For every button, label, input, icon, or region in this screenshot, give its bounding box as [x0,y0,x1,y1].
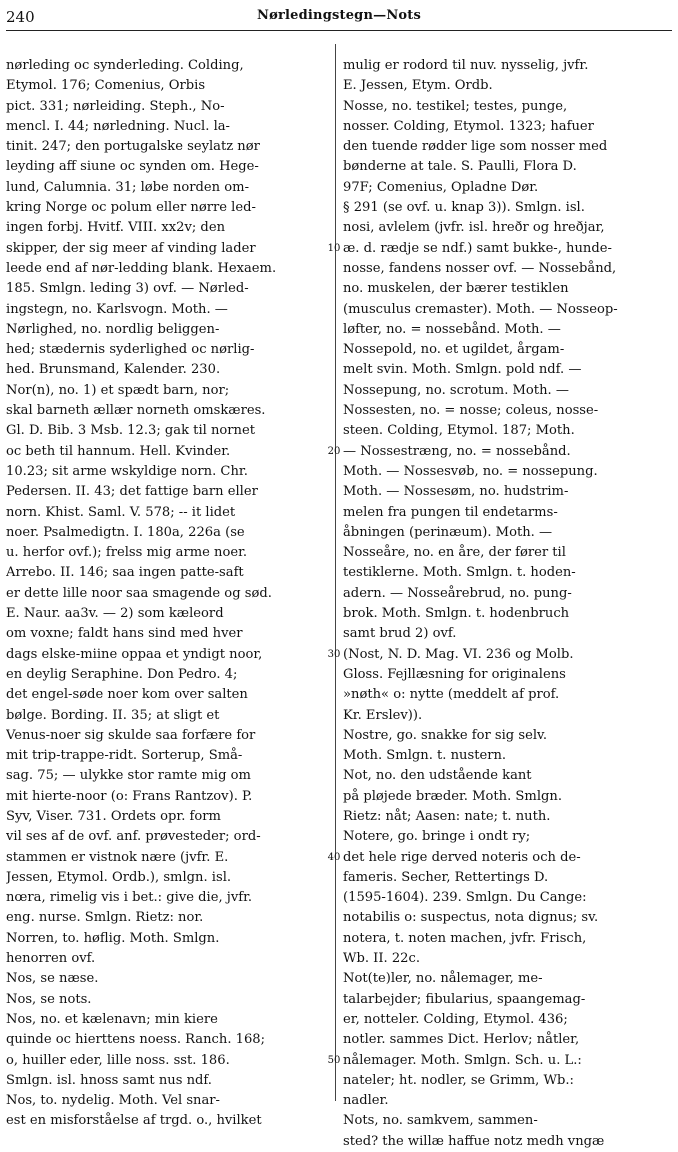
left-column-line: Gl. D. Bib. 3 Msb. 12.3; gak til nornet [6,423,255,439]
left-column-line: eng. nurse. Smlgn. Rietz: nor. [6,910,204,926]
left-column-line: E. Naur. aa3v. — 2) som kæleord [6,606,224,622]
right-column-line: fameris. Secher, Rettertings D. [343,869,549,885]
right-column-line: samt brud 2) ovf. [343,626,457,642]
page-number: 240 [6,8,35,26]
right-column-line: notler. sammes Dict. Herlov; nåtler, [343,1032,580,1048]
left-column-line: leede end af nør-ledding blank. Hexaem. [6,260,277,276]
left-column-line: tinit. 247; den portugalske seylatz nør [6,139,260,155]
line-number: 50 [327,1054,341,1066]
right-column-line: Nostre, go. snakke for sig selv. [343,727,548,743]
right-column-line: melt svin. Moth. Smlgn. pold ndf. — [343,362,582,378]
left-column-line: Pedersen. II. 43; det fattige barn eller [6,484,258,500]
left-column-line: kring Norge oc polum eller nørre led- [6,200,256,216]
line-number: 40 [327,851,341,863]
left-column-line: er dette lille noor saa smagende og sød. [6,585,272,601]
right-column-line: — Nossestræng, no. = nossebånd. [343,443,571,459]
left-column [6,56,328,1132]
left-column-line: quinde oc hierttens noess. Ranch. 168; [6,1032,266,1048]
left-column-line: nœra, rimelig vis i bet.: give die, jvfr. [6,890,253,906]
left-column-line: Nos, se næse. [6,971,99,987]
right-column-line: 97F; Comenius, Opladne Dør. [343,179,539,195]
left-column-line: stammen er vistnok nære (jvfr. E. [6,849,229,865]
right-column-line: Moth. Smlgn. t. nustern. [343,748,507,764]
right-column-line: Gloss. Fejllæsning for originalens [343,666,566,682]
right-column-line: Kr. Erslev)). [343,707,423,723]
left-column-line: 10.23; sit arme wskyldige norn. Chr. [6,463,248,479]
left-column-line: norn. Khist. Saml. V. 578; -- it lidet [6,504,236,520]
right-column-line: no. muskelen, der bærer testiklen [343,281,569,297]
left-column-line: ingen forbj. Hvitf. VIII. xx2v; den [6,220,226,236]
left-column-line: noer. Psalmedigtn. I. 180a, 226a (se [6,524,245,540]
left-column-line: Nos, se nots. [6,991,92,1007]
right-column-line: steen. Colding, Etymol. 187; Moth. [343,423,575,439]
right-column-line: mulig er rodord til nuv. nysselig, jvfr. [343,58,589,73]
right-column-line: E. Jessen, Etym. Ordb. [343,78,493,94]
left-column-line: Norren, to. høflig. Moth. Smlgn. [6,930,220,946]
left-column-line: Etymol. 176; Comenius, Orbis [6,78,206,94]
right-column-line: melen fra pungen til endetarms- [343,504,558,520]
right-column-line: nadler. [343,1093,389,1109]
left-column-line: hed; stædernis syderlighed oc nørlig- [6,342,255,358]
left-column-line: Smlgn. isl. hnoss samt nus ndf. [6,1072,212,1088]
right-column-line: på pløjede bræder. Moth. Smlgn. [343,788,562,804]
right-column-line: Nossepold, no. et ugildet, årgam- [343,342,565,358]
left-column-line: nørleding oc synderleding. Colding, [6,58,244,73]
right-column-line: nosse, fandens nosser ovf. — Nossebånd, [343,260,617,276]
left-column-line: Syv, Viser. 731. Ordets opr. form [6,808,221,824]
right-column-line: notera, t. noten machen, jvfr. Frisch, [343,930,587,946]
right-column-line: den tuende rødder lige som nosser med [343,139,608,155]
right-column-line: (1595-1604). 239. Smlgn. Du Cange: [343,890,587,906]
left-column-line: hed. Brunsmand, Kalender. 230. [6,362,221,378]
running-title: Nørledingstegn—Nots [257,8,421,23]
right-column-line: Notere, go. bringe i ondt ry; [343,829,531,845]
left-column-line: om voxne; faldt hans sind med hver [6,626,243,642]
right-column-line: adern. — Nosseårebrud, no. pung- [343,585,572,601]
right-column-line: Not, no. den udstående kant [343,768,532,784]
right-column-line: § 291 (se ovf. u. knap 3)). Smlgn. isl. [343,200,585,216]
header-rule [6,30,672,31]
left-column-line: mencl. I. 44; nørledning. Nucl. la- [6,118,230,134]
left-column-line: est en misforståelse af trgd. o., hvilket [6,1113,262,1129]
right-column-line: det hele rige derved noteris och de- [343,849,581,865]
right-column-line: Nosse, no. testikel; testes, punge, [343,98,568,114]
right-column-line: sted? the willæ haffue notz medh vngæ [343,1133,605,1149]
right-column-line: nålemager. Moth. Smlgn. Sch. u. L.: [343,1052,582,1068]
left-column-line: skal barneth ællær norneth omskæres. [6,403,266,419]
right-column-line: Rietz: nåt; Aasen: nate; t. nuth. [343,808,551,824]
left-column-line: Nor(n), no. 1) et spædt barn, nor; [6,382,230,398]
left-column-line: vil ses af de ovf. anf. prøvesteder; ord- [6,829,261,845]
right-column-line: løfter, no. = nossebånd. Moth. — [343,321,561,337]
right-column-line: Nossepung, no. scrotum. Moth. — [343,382,569,398]
left-column-line: det engel-søde noer kom over salten [6,687,248,703]
left-column-line: Arrebo. II. 146; saa ingen patte-saft [6,565,244,581]
right-column-line: Moth. — Nossesøm, no. hudstrim- [343,484,569,500]
right-column-line: åbningen (perinæum). Moth. — [343,524,553,540]
right-column-line: talarbejder; fibularius, spaangemag- [343,991,586,1007]
left-column-line: o, huiller eder, lille noss. sst. 186. [6,1052,230,1068]
right-column-line: nateler; ht. nodler, se Grimm, Wb.: [343,1072,574,1088]
right-column-line: bønderne at tale. S. Paulli, Flora D. [343,159,577,175]
left-column-line: lund, Calumnia. 31; løbe norden om- [6,179,249,195]
left-column-line: en deylig Seraphine. Don Pedro. 4; [6,666,238,682]
left-column-line: oc beth til hannum. Hell. Kvinder. [6,443,231,459]
right-column-line: Nots, no. samkvem, sammen- [343,1113,538,1129]
line-number: 10 [327,242,341,254]
left-column-line: u. herfor ovf.); frelss mig arme noer. [6,545,248,561]
line-number: 30 [327,648,341,660]
right-column-line: »nøth« o: nytte (meddelt af prof. [343,687,560,703]
left-column-line: mit trip-trappe-ridt. Sorterup, Små- [6,748,243,764]
left-column-line: henorren ovf. [6,951,96,967]
left-column-line: Nørlighed, no. nordlig beliggen- [6,321,220,337]
right-column [343,56,675,1152]
right-column-line: Nosseåre, no. en åre, der fører til [343,545,566,561]
left-column-line: Nos, to. nydelig. Moth. Vel snar- [6,1093,220,1109]
right-column-line: Moth. — Nossesvøb, no. = nossepung. [343,463,598,479]
left-column-line: Nos, no. et kælenavn; min kiere [6,1011,218,1027]
left-column-line: ingstegn, no. Karlsvogn. Moth. — [6,301,228,317]
right-column-line: Not(te)ler, no. nålemager, me- [343,971,543,987]
right-column-line: nosi, avlelem (jvfr. isl. hreðr og hreðjar, [343,220,605,236]
line-number: 20 [327,445,341,457]
left-column-line: 185. Smlgn. leding 3) ovf. — Nørled- [6,281,249,297]
left-column-line: leyding aff siune oc synden om. Hege- [6,159,259,175]
left-column-line: skipper, der sig meer af vinding lader [6,240,256,256]
left-column-line: Venus-noer sig skulde saa forfære for [6,727,256,743]
right-column-line: brok. Moth. Smlgn. t. hodenbruch [343,606,570,622]
right-column-line: æ. d. rædje se ndf.) samt bukke-, hunde- [343,240,612,256]
right-column-line: er, notteler. Colding, Etymol. 436; [343,1011,568,1027]
right-column-line: notabilis o: suspectus, nota dignus; sv. [343,910,599,926]
right-column-line: testiklerne. Moth. Smlgn. t. hoden- [343,565,576,581]
left-column-line: mit hierte-noor (o: Frans Rantzov). P. [6,788,253,804]
right-column-line: nosser. Colding, Etymol. 1323; hafuer [343,118,594,134]
right-column-line: Nossesten, no. = nosse; coleus, nosse- [343,403,599,419]
column-divider [335,44,336,1101]
left-column-line: sag. 75; — ulykke stor ramte mig om [6,768,251,784]
right-column-line: Wb. II. 22c. [343,951,420,967]
right-column-line: (musculus cremaster). Moth. — Nosseop- [343,301,618,317]
page-header [6,6,672,26]
left-column-line: bølge. Bording. II. 35; at sligt et [6,707,220,723]
left-column-line: Jessen, Etymol. Ordb.), smlgn. isl. [6,869,232,885]
left-column-line: dags elske-miine oppaa et yndigt noor, [6,646,263,662]
right-column-line: (Nost, N. D. Mag. VI. 236 og Molb. [343,646,574,662]
left-column-line: pict. 331; nørleiding. Steph., No- [6,98,225,114]
